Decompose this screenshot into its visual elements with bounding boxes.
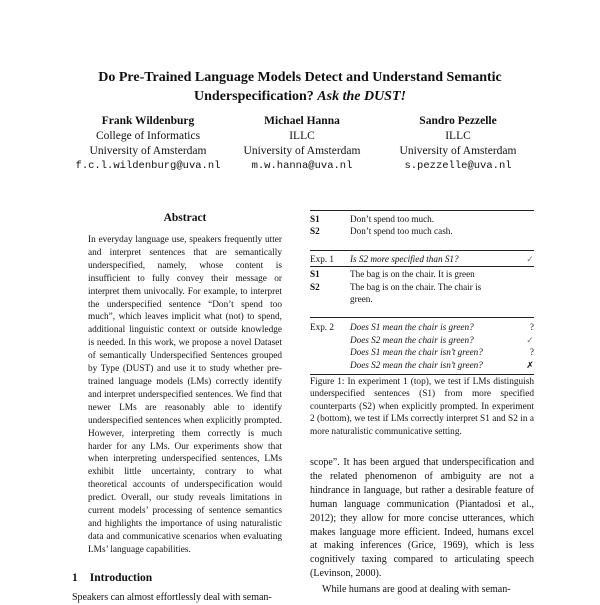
author-name: Frank Wildenburg	[101, 115, 195, 127]
figure-row-s1b	[310, 268, 534, 280]
paper-title	[0, 68, 600, 106]
question-mark-icon: ?	[529, 322, 534, 333]
figure-rule	[310, 250, 534, 251]
experiment-label: Exp. 2	[310, 322, 334, 333]
check-icon: ✓	[526, 253, 534, 264]
author-email[interactable]: m.w.hanna@uva.nl	[251, 160, 353, 172]
intro-text: Speakers can almost effortlessly deal with seman-	[72, 592, 272, 603]
author-name: Michael Hanna	[264, 115, 340, 127]
section-number: 1	[72, 572, 78, 584]
author-email[interactable]: s.pezzelle@uva.nl	[404, 160, 512, 172]
figure-1	[310, 210, 534, 375]
sentence-text: The bag is on the chair. The chair is green.	[350, 281, 482, 305]
experiment-question: Does S1 mean the chair is green?	[350, 322, 474, 333]
paragraph: While humans are good at dealing with seman-	[322, 584, 511, 596]
author-block-3	[378, 114, 538, 174]
figure-rule	[310, 317, 534, 318]
figure-row-exp2	[310, 346, 534, 358]
figure-row-s1	[310, 213, 534, 225]
author-affiliation: ILLC	[289, 130, 315, 142]
author-name: Sandro Pezzelle	[419, 115, 497, 127]
right-column-text	[310, 456, 534, 597]
author-university: University of Amsterdam	[243, 145, 361, 157]
author-block-2	[222, 114, 382, 174]
author-block-1	[68, 114, 228, 174]
figure-top-rule	[310, 210, 534, 211]
author-affiliation: ILLC	[445, 130, 471, 142]
sentence-label: S1	[310, 269, 320, 280]
abstract-text: In everyday language use, speakers frequently utter and interpret sentences that are semantically underspecified, namely, whose content is insufficient to fully convey their message or interpret them univocally. For example, to interpret the underspecified sentence “Don’t spend too much”, which leaves implicit what (not) to spend, additional linguistic context or outside knowledge is needed. In this work, we propose a novel Dataset of semantically Underspecified Sentences grouped by Type (DUST) and use it to study whether pre-trained language models (LMs) correctly identify and interpret underspecified sentences. We find that newer LMs are reasonably able to identify underspecified sentences when explicitly prompted. However, interpreting them correctly is much harder for any LMs. Our experiments show that when interpreting underspecified sentences, LMs exhibit little uncertainty, contrary to what theoretical accounts of underspecification would predict. Overall, our study reveals limitations in current models’ processing of sentence semantics and highlights the importance of using naturalistic data and communicative scenarios when evaluating LMs’ language capabilities.	[88, 235, 282, 555]
cross-icon: ✗	[526, 359, 534, 370]
figure-caption: Figure 1: In experiment 1 (top), we test if LMs distinguish underspecified sentences (S1) from more specified counterparts (S2) when explicitly prompted. In experiment 2 (bottom), we test if LMs correctly interpret S1 and S2 in a more naturalistic communicative setting.	[310, 377, 534, 437]
sentence-text: Don’t spend too much cash.	[350, 226, 453, 237]
question-mark-icon: ?	[529, 347, 534, 358]
sentence-label: S2	[310, 226, 320, 237]
experiment-question: Does S2 mean the chair is green?	[350, 334, 474, 345]
figure-row-exp2	[310, 334, 534, 346]
figure-row-exp2	[310, 359, 534, 371]
check-icon: ✓	[526, 334, 534, 345]
experiment-question: Does S2 mean the chair isn’t green?	[350, 359, 483, 370]
title-line-2	[0, 87, 600, 106]
paragraph: scope”. It has been argued that underspecification and the related phenomenon of ambiguity are not a hindrance in language, but rather a desirable feature of human language communication (Piantadosi et al., 2012); they allow for more concise utterances, which makes language more efficient. Indeed, humans excel at making inferences (Grice, 1969), which is less cognitively taxing compared to articulating speech (Levinson, 2000).	[310, 457, 534, 580]
sentence-label: S2	[310, 281, 320, 292]
figure-rule	[310, 266, 534, 267]
sentence-text: Don’t spend too much.	[350, 214, 435, 224]
figure-row-s2	[310, 225, 534, 237]
figure-row-s2b	[310, 281, 534, 306]
experiment-label: Exp. 1	[310, 253, 334, 264]
author-university: University of Amsterdam	[399, 145, 517, 157]
section-title: Introduction	[89, 572, 153, 584]
figure-row-exp1	[310, 253, 534, 265]
experiment-question: Does S1 mean the chair isn’t green?	[350, 347, 483, 358]
author-affiliation: College of Informatics	[95, 130, 201, 142]
sentence-text: The bag is on the chair. It is green	[350, 269, 475, 280]
author-email[interactable]: f.c.l.wildenburg@uva.nl	[75, 160, 221, 172]
author-university: University of Amsterdam	[89, 145, 207, 157]
title-line-2-italic: Ask the DUST!	[317, 89, 406, 104]
sentence-label: S1	[310, 214, 320, 224]
section-heading-introduction	[72, 572, 164, 584]
title-line-2-plain: Underspecification?	[194, 89, 314, 104]
title-line-1: Do Pre-Trained Language Models Detect and Understand Semantic	[98, 70, 502, 85]
experiment-question: Is S2 more specified than S1?	[350, 253, 459, 264]
figure-bottom-rule	[310, 374, 534, 375]
figure-row-exp2	[310, 321, 534, 333]
abstract-heading: Abstract	[163, 212, 207, 224]
